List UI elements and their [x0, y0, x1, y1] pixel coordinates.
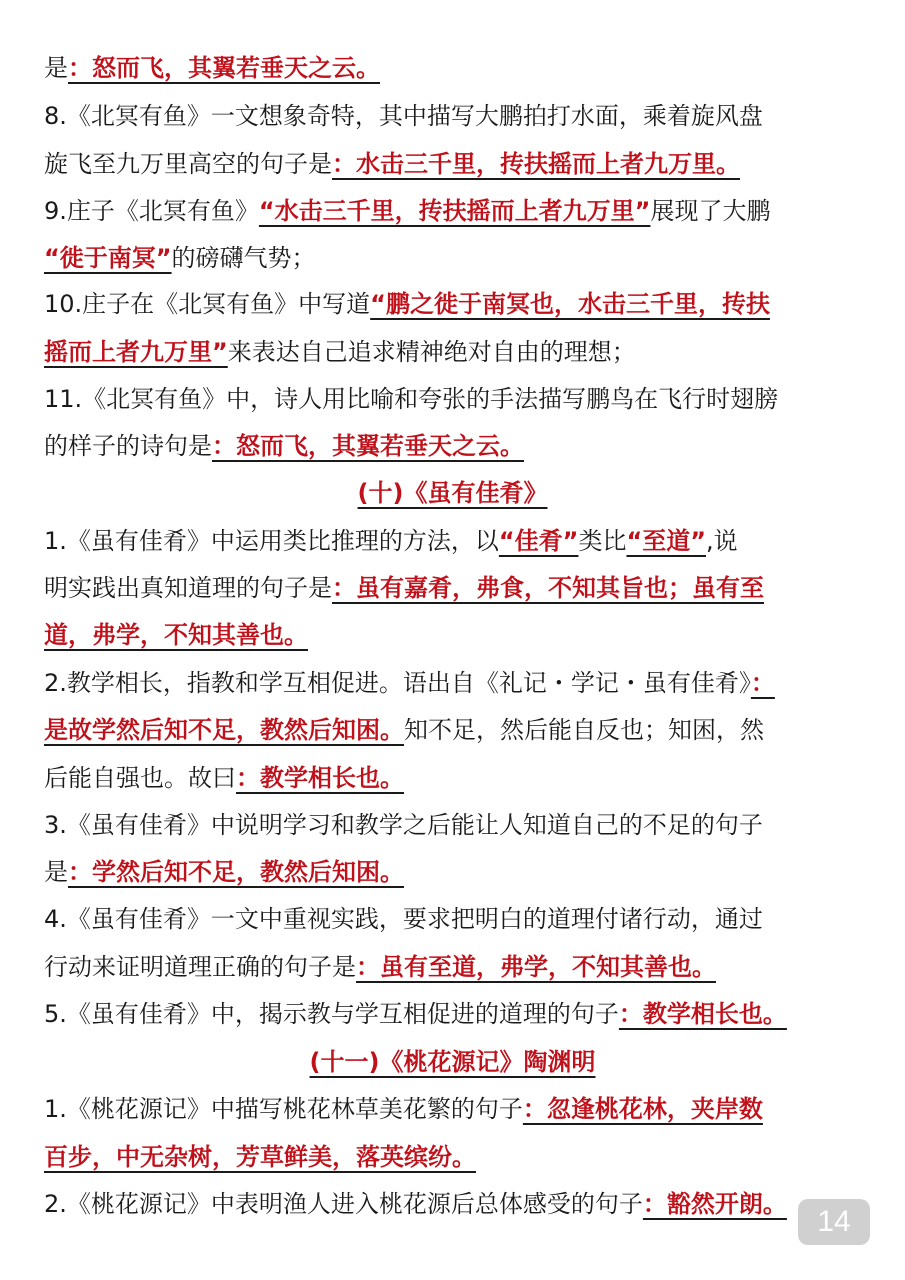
text-line: 行动来证明道理正确的句子是：虽有至道，弗学，不知其善也。 [44, 953, 716, 981]
section-heading: (十一)《桃花源记》陶渊明 [309, 1048, 596, 1076]
text-line: 11.《北冥有鱼》中，诗人用比喻和夸张的手法描写鹏鸟在飞行时翅膀 [44, 385, 779, 413]
text-line [44, 1141, 874, 1173]
answer-text: ： [750, 669, 775, 697]
text-line: 是：学然后知不足，教然后知困。 [44, 858, 404, 886]
answer-text: “佳肴” [498, 527, 579, 555]
answer-text: ：怒而飞，其翼若垂天之云。 [68, 54, 380, 82]
text-line: 4.《虽有佳肴》一文中重视实践，要求把明白的道理付诸行动，通过 [44, 905, 763, 933]
answer-text: 摇而上者九万里” [44, 338, 228, 366]
text-line: 10.庄子在《北冥有鱼》中写道“鹏之徙于南冥也，水击三千里，抟扶 [44, 290, 770, 318]
text-line: 1.《桃花源记》中描写桃花林草美花繁的句子：忽逢桃花林，夹岸数 [44, 1095, 763, 1123]
text-line: 是：怒而飞，其翼若垂天之云。 [44, 54, 380, 82]
answer-text: “水击三千里，抟扶摇而上者九万里” [258, 197, 651, 225]
answer-text: “徙于南冥” [44, 244, 172, 272]
answer-text: “至道” [626, 527, 706, 555]
page-number-badge: 14 [798, 1199, 870, 1245]
text-line: 1.《虽有佳肴》中运用类比推理的方法，以“佳肴”类比“至道”,说 [44, 527, 738, 555]
text-line: 是故学然后知不足，教然后知困。知不足，然后能自反也；知困，然 [44, 716, 764, 744]
answer-text: ：忽逢桃花林，夹岸数 [522, 1095, 763, 1123]
answer-text: ：虽有嘉肴，弗食，不知其旨也；虽有至 [332, 574, 764, 602]
text-line: “徙于南冥”的磅礴气势； [44, 244, 316, 272]
text-line: 的样子的诗句是：怒而飞，其翼若垂天之云。 [44, 432, 524, 460]
answer-text: ：教学相长也。 [618, 1000, 787, 1028]
text-line: 明实践出真知道理的句子是：虽有嘉肴，弗食，不知其旨也；虽有至 [44, 574, 764, 602]
text-line: 2.《桃花源记》中表明渔人进入桃花源后总体感受的句子：豁然开朗。 [44, 1190, 787, 1218]
answer-text: ：怒而飞，其翼若垂天之云。 [212, 432, 524, 460]
text-line: 摇而上者九万里”来表达自己追求精神绝对自由的理想； [44, 338, 636, 366]
section-heading: (十)《虽有佳肴》 [357, 479, 548, 507]
answer-text: 道，弗学，不知其善也。 [44, 621, 308, 649]
answer-text: ：水击三千里，抟扶摇而上者九万里。 [332, 150, 740, 178]
answer-text: ：豁然开朗。 [642, 1190, 787, 1218]
answer-text: ：学然后知不足，教然后知困。 [68, 858, 404, 886]
text-line: 旋飞至九万里高空的句子是：水击三千里，抟扶摇而上者九万里。 [44, 150, 740, 178]
answer-text: “鹏之徙于南冥也，水击三千里，抟扶 [370, 290, 770, 318]
text-line: 3.《虽有佳肴》中说明学习和教学之后能让人知道自己的不足的句子 [44, 811, 763, 839]
answer-text: 百步，中无杂树，芳草鲜美，落英缤纷。 [44, 1143, 476, 1171]
text-line: 8.《北冥有鱼》一文想象奇特，其中描写大鹏拍打水面，乘着旋风盘 [44, 102, 763, 130]
text-line: 5.《虽有佳肴》中，揭示教与学互相促进的道理的句子：教学相长也。 [44, 1000, 787, 1028]
text-line [44, 619, 874, 651]
text-line: 2.教学相长，指教和学互相促进。语出自《礼记・学记・虽有佳肴》： [44, 669, 775, 697]
text-line: 后能自强也。故曰：教学相长也。 [44, 764, 404, 792]
answer-text: 是故学然后知不足，教然后知困。 [44, 716, 404, 744]
answer-text: ：虽有至道，弗学，不知其善也。 [356, 953, 716, 981]
answer-text: ：教学相长也。 [236, 764, 404, 792]
text-line: 9.庄子《北冥有鱼》“水击三千里，抟扶摇而上者九万里”展现了大鹏 [44, 197, 771, 225]
